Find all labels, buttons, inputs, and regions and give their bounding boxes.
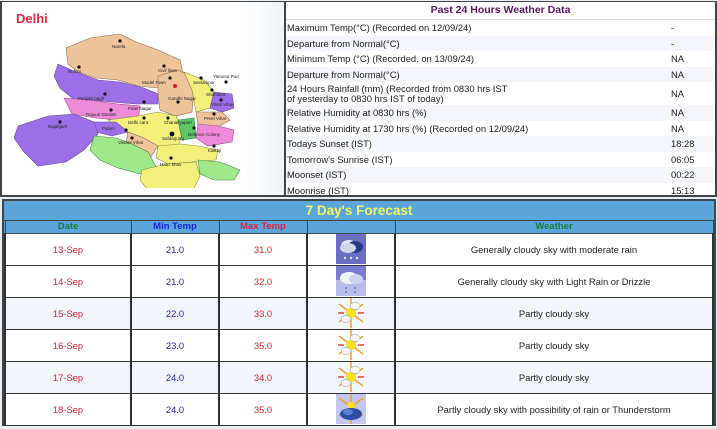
forecast-weather: Partly cloudy sky with possibility of rain or Thunderstorm [395,393,713,425]
forecast-row [5,297,713,329]
forecast-row [5,361,713,393]
svg-text:Hauz khas: Hauz khas [160,162,182,167]
forecast-min-temp: 24.0 [131,393,219,425]
forecast-min-temp: 24.0 [131,361,219,393]
moderate-rain-icon [336,234,366,264]
header-max-temp: Max Temp [219,221,307,233]
svg-text:Model Town: Model Town [142,80,166,85]
forecast-max-temp: 32.0 [219,265,307,297]
svg-text:Rohini: Rohini [68,69,81,74]
info-label: Todays Sunset (IST) [287,138,372,150]
svg-text:Gandhi Nagar: Gandhi Nagar [168,96,197,101]
forecast-weather: Partly cloudy sky [395,361,713,393]
forecast-icon-cell [307,393,395,425]
svg-text:Vasant Vihar: Vasant Vihar [118,140,144,145]
info-value: NA [671,68,685,80]
forecast-max-temp: 33.0 [219,297,307,329]
info-value: 15:13 [671,184,695,196]
svg-text:Delhi cant: Delhi cant [128,120,149,125]
svg-text:Safdarjung: Safdarjung [162,136,184,141]
svg-text:Chanakyapuri: Chanakyapuri [164,120,192,125]
info-label: Maximum Temp(°C) (Recorded on 12/09/24) [287,22,472,34]
info-row-max-temp [286,20,715,36]
forecast-min-temp: 22.0 [131,297,219,329]
info-row-rainfall [286,82,715,105]
past-24-hours-panel [286,2,715,195]
svg-text:Patel Nagar: Patel Nagar [128,106,152,111]
svg-text:Narela: Narela [112,44,126,49]
forecast-weather: Generally cloudy sky with Light Rain or Drizzle [395,265,713,297]
forecast-weather: Partly cloudy sky [395,329,713,361]
forecast-icon-cell [307,297,395,329]
info-label-line1: 24 Hours Rainfall (mm) (Recorded from 0830 hrs IST [287,82,508,94]
top-section [0,1,717,197]
svg-text:Shahdara: Shahdara [206,92,226,97]
forecast-date: 18-Sep [5,393,131,425]
light-rain-icon [336,266,366,296]
delhi-map-panel [2,2,286,195]
info-label: Departure from Normal(°C) [287,37,400,49]
info-row-sunset [286,136,715,152]
info-value: NA [671,53,685,65]
info-value: - [671,22,675,34]
past-24-hours-list [286,20,715,198]
svg-text:Defence Colony: Defence Colony [188,132,221,137]
info-label [286,84,667,104]
info-label: Relative Humidity at 1730 hrs (%) (Recorded on 12/09/24) [287,122,529,134]
info-row-moonset [286,167,715,183]
forecast-icon-cell [307,265,395,297]
svg-text:Kalkaji: Kalkaji [208,148,222,153]
forecast-date: 16-Sep [5,329,131,361]
info-value: 00:22 [671,169,695,181]
forecast-row [5,233,713,265]
forecast-max-temp: 35.0 [219,329,307,361]
svg-text:Najafgarh: Najafgarh [48,124,68,129]
forecast-date: 14-Sep [5,265,131,297]
info-label: Minimum Temp (°C) (Recorded. on 13/09/24) [287,53,474,65]
forecast-icon-cell [307,361,395,393]
info-value: NA [671,107,685,119]
info-row-sunrise [286,152,715,168]
svg-text:Seelampur: Seelampur [193,80,215,85]
seven-day-forecast [2,199,716,426]
info-row-min-temp [286,51,715,67]
svg-text:Palam: Palam [102,126,115,131]
info-label-line2: of yesterday to 0830 hrs IST of today) [287,92,444,104]
info-label: Moonset (IST) [287,169,347,181]
forecast-weather: Generally cloudy sky with moderate rain [395,233,713,265]
thunderstorm-icon [336,394,366,424]
header-min-temp: Min Temp [131,221,219,233]
info-value: NA [671,122,685,134]
map-title: Delhi [16,11,48,26]
info-value: 18:28 [671,138,695,150]
forecast-min-temp: 21.0 [131,265,219,297]
info-row-rh-0830 [286,105,715,121]
info-label: Relative Humidity at 0830 hrs (%) [287,107,427,119]
header-icon [307,221,395,233]
forecast-min-temp: 21.0 [131,233,219,265]
forecast-max-temp: 31.0 [219,233,307,265]
info-label: Moonrise (IST) [287,184,349,196]
header-weather: Weather [395,221,713,233]
partly-cloudy-icon [336,330,366,360]
svg-text:Vivek Vihar: Vivek Vihar [211,102,234,107]
partly-cloudy-icon [336,298,366,328]
forecast-max-temp: 35.0 [219,393,307,425]
svg-text:Yamuna Puri: Yamuna Puri [213,74,239,79]
forecast-date: 15-Sep [5,297,131,329]
partly-cloudy-icon [336,362,366,392]
forecast-row [5,265,713,297]
forecast-date: 13-Sep [5,233,131,265]
info-label: Tomorrow's Sunrise (IST) [287,153,393,165]
forecast-date: 17-Sep [5,361,131,393]
forecast-title: 7 Day's Forecast [4,201,714,221]
delhi-district-map[interactable] [8,20,248,188]
forecast-table [4,221,714,426]
forecast-row [5,329,713,361]
svg-text:Punjabi bagh: Punjabi bagh [78,96,105,101]
info-value: 06:05 [671,153,695,165]
svg-text:Rajouri Garden: Rajouri Garden [86,112,117,117]
forecast-weather: Partly cloudy sky [395,297,713,329]
info-value: - [671,37,675,49]
header-date: Date [5,221,131,233]
info-row-min-departure [286,67,715,83]
info-row-max-departure [286,36,715,52]
svg-text:Civil lines: Civil lines [158,68,178,73]
forecast-header-row [5,221,713,233]
forecast-row [5,393,713,425]
info-label: Departure from Normal(°C) [287,68,400,80]
forecast-min-temp: 23.0 [131,329,219,361]
forecast-icon-cell [307,329,395,361]
svg-text:Preet Vihar: Preet Vihar [204,116,227,121]
forecast-max-temp: 34.0 [219,361,307,393]
info-row-moonrise [286,183,715,199]
past-24-hours-title: Past 24 Hours Weather Data [286,2,715,20]
forecast-icon-cell [307,233,395,265]
info-row-rh-1730 [286,121,715,137]
info-value: NA [671,87,685,99]
